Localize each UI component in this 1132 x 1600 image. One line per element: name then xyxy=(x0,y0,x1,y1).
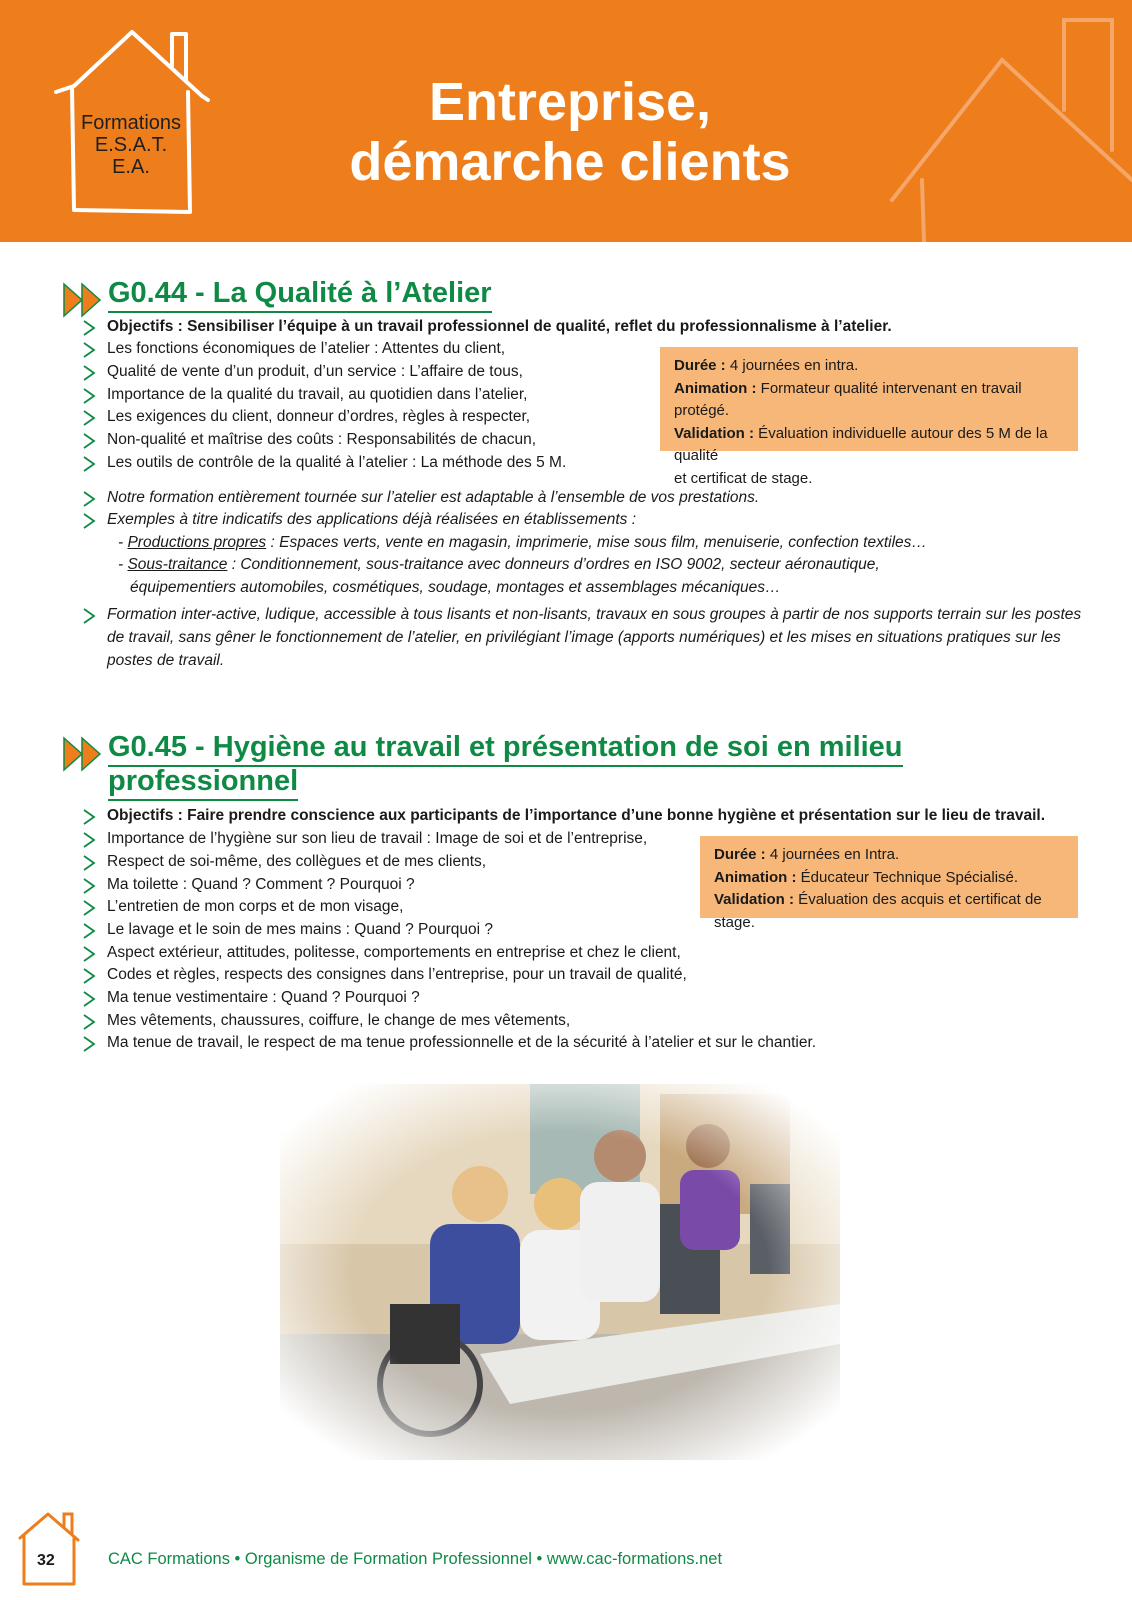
list-item-text: Mes vêtements, chaussures, coiffure, le change de mes vêtements, xyxy=(107,1012,571,1029)
info-label: Animation : xyxy=(674,379,757,397)
house-outline-decoration-icon xyxy=(832,0,1132,242)
footer-house-icon xyxy=(16,1510,82,1588)
chevron-right-icon xyxy=(82,409,96,427)
chevron-right-icon xyxy=(82,990,96,1008)
list-item-text: Qualité de vente d’un produit, d’un service : L’affaire de tous, xyxy=(107,363,523,380)
info-label: Durée : xyxy=(714,846,766,863)
chevron-right-icon xyxy=(82,854,96,872)
example-dash: - xyxy=(118,534,128,551)
page-title xyxy=(300,72,840,192)
logo-line: E.S.A.T. xyxy=(94,134,168,156)
info-value: 4 journées en Intra. xyxy=(765,846,900,863)
info-validation xyxy=(674,423,1064,468)
list-item-text: Codes et règles, respects des consignes dans l’entreprise, pour un travail de qualité, xyxy=(107,966,687,983)
info-validation xyxy=(714,889,1064,934)
section-title: G0.44 - La Qualité à l’Atelier xyxy=(108,276,492,313)
list-item-text: Ma toilette : Quand ? Comment ? Pourquoi ? xyxy=(107,876,415,893)
note-line-cont: postes de travail. xyxy=(107,652,225,669)
note-text: Formation inter-active, ludique, accessible à tous lisants et non-lisants, travaux en sous groupes à partir de nos supports terrain sur les postes xyxy=(107,606,1082,623)
info-label: Validation : xyxy=(674,424,755,442)
list-item-text: Aspect extérieur, attitudes, politesse, comportements en entreprise et chez le client, xyxy=(107,944,681,961)
list-item-text: Les outils de contrôle de la qualité à l’atelier : La méthode des 5 M. xyxy=(107,454,567,471)
chevron-right-icon xyxy=(82,364,96,382)
info-value: Éducateur Technique Spécialisé. xyxy=(796,868,1019,886)
logo-line: Formations xyxy=(80,112,182,134)
info-duree xyxy=(674,355,1064,378)
section-title-cont: professionnel xyxy=(108,764,298,801)
logo-line: E.A. xyxy=(112,156,150,178)
list-item-text: Ma tenue de travail, le respect de ma tenue professionnelle et de la sécurité à l’atelier et sur le chantier. xyxy=(107,1034,817,1051)
chevron-right-icon xyxy=(82,455,96,473)
info-duree xyxy=(714,844,1064,867)
chevron-right-icon xyxy=(82,319,96,337)
example-line xyxy=(118,554,880,577)
objective-text: Objectifs : Faire prendre conscience aux participants de l’importance d’une bonne hygiène et présentation sur le lieu de travail. xyxy=(107,807,1045,824)
list-item-text: Les exigences du client, donneur d’ordres, règles à respecter, xyxy=(107,408,531,425)
chevron-right-icon xyxy=(82,877,96,895)
header-banner xyxy=(0,0,1132,242)
objective-text: Objectifs : Sensibiliser l’équipe à un travail professionnel de qualité, reflet du professionnalisme à l’atelier. xyxy=(107,318,892,335)
note-text: Exemples à titre indicatifs des applications déjà réalisées en établissements : xyxy=(107,511,636,528)
chevron-right-icon xyxy=(82,899,96,917)
page-title-line: Entreprise, xyxy=(428,72,712,132)
note-text: Notre formation entièrement tournée sur l’atelier est adaptable à l’ensemble de vos prestations. xyxy=(107,489,760,506)
info-label: Durée : xyxy=(674,357,726,374)
example-text: : Conditionnement, sous-traitance avec donneurs d’ordres en ISO 9002, secteur aéronautique, xyxy=(227,556,880,573)
chevron-right-icon xyxy=(82,1035,96,1053)
page-title-line: démarche clients xyxy=(349,132,791,192)
info-value: Évaluation des acquis et certificat de stage. xyxy=(714,891,1042,931)
example-label: Sous-traitance xyxy=(127,556,228,573)
list-item-text: Ma tenue vestimentaire : Quand ? Pourquoi ? xyxy=(107,989,420,1006)
footer-text: CAC Formations • Organisme de Formation Professionnel • www.cac-formations.net xyxy=(108,1550,723,1568)
chevron-right-icon xyxy=(82,831,96,849)
example-dash: - xyxy=(118,556,128,573)
info-label: Animation : xyxy=(714,868,797,886)
info-validation-cont: et certificat de stage. xyxy=(674,469,813,487)
double-chevron-icon xyxy=(62,736,106,772)
chevron-right-icon xyxy=(82,341,96,359)
info-animation xyxy=(714,867,1064,890)
chevron-right-icon xyxy=(82,945,96,963)
info-box-g045 xyxy=(700,836,1078,931)
list-item-text: Respect de soi-même, des collègues et de mes clients, xyxy=(107,853,487,870)
info-value: Formateur qualité intervenant en travail protégé. xyxy=(674,379,1022,419)
info-value: 4 journées en intra. xyxy=(725,357,859,374)
note-line-cont: de travail, sans gêner le fonctionnement de l’atelier, en privilégiant l’image (apports numériques) et les mises en situations pratiques sur les xyxy=(107,629,1061,646)
chevron-right-icon xyxy=(82,607,96,625)
chevron-right-icon xyxy=(82,490,96,508)
office-training-photo xyxy=(280,1084,840,1460)
section-title: G0.45 - Hygiène au travail et présentation de soi en milieu xyxy=(108,730,903,767)
list-item-text: Importance de l’hygiène sur son lieu de travail : Image de soi et de l’entreprise, xyxy=(107,830,648,847)
chevron-right-icon xyxy=(82,432,96,450)
example-label: Productions propres xyxy=(127,534,267,551)
chevron-right-icon xyxy=(82,387,96,405)
page-number: 32 xyxy=(37,1552,55,1569)
info-label: Validation : xyxy=(714,891,795,908)
list-item-text: Le lavage et le soin de mes mains : Quand ? Pourquoi ? xyxy=(107,921,494,938)
example-line xyxy=(118,532,927,555)
list-item-text: Les fonctions économiques de l’atelier : Attentes du client, xyxy=(107,340,506,357)
example-text: : Espaces verts, vente en magasin, imprimerie, mise sous film, menuiserie, confection textiles… xyxy=(266,534,927,551)
double-chevron-icon xyxy=(62,282,106,318)
logo-text xyxy=(60,112,202,178)
list-item-text: Importance de la qualité du travail, au quotidien dans l’atelier, xyxy=(107,386,528,403)
info-value: Évaluation individuelle autour des 5 M de la qualité xyxy=(674,424,1048,464)
info-box-g044 xyxy=(660,347,1078,487)
list-item-text: L’entretien de mon corps et de mon visage, xyxy=(107,898,404,915)
chevron-right-icon xyxy=(82,808,96,826)
chevron-right-icon xyxy=(82,967,96,985)
list-item-text: Non-qualité et maîtrise des coûts : Responsabilités de chacun, xyxy=(107,431,537,448)
info-animation xyxy=(674,378,1064,423)
chevron-right-icon xyxy=(82,1013,96,1031)
chevron-right-icon xyxy=(82,512,96,530)
example-line-cont: équipementiers automobiles, cosmétiques, soudage, montages et assemblages mécaniques… xyxy=(130,579,781,596)
chevron-right-icon xyxy=(82,922,96,940)
